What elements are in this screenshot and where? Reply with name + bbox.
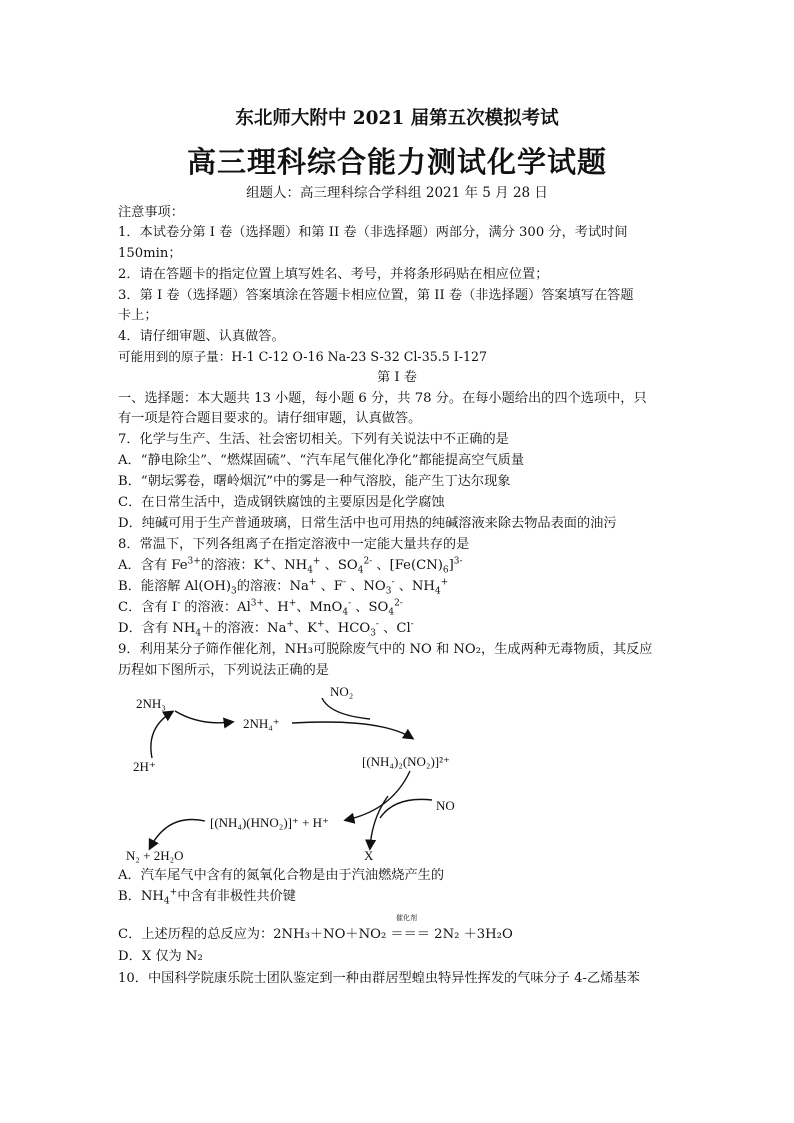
notice-item-1: 1．本试卷分第 I 卷（选择题）和第 II 卷（非选择题）两部分，满分 300 分，考试时间 [118,225,628,240]
q9-option-b: B．$NH_4^+$中含有非极性共价键 [118,887,296,907]
q7-option-d: D．纯碱可用于生产普通玻璃，日常生活中也可用热的纯碱溶液来除去物品表面的油污 [118,516,617,531]
reaction-mechanism-diagram [0,678,794,868]
q9-option-c: C．上述历程的总反应为：2NH₃＋NO＋NO₂ ＝＝＝ 2N₂ ＋3H₂O [118,927,513,942]
q8-option-c: C．含有 I- 的溶液：$Al^{3+}$、H+、MnO$_4$- 、$SO_4^{2-}$ [118,598,403,618]
author-line: 组题人：高三理科综合学科组 2021 年 5 月 28 日 [246,185,548,201]
complex1-label: [(NH₄)₂(NO₂)]²⁺ [362,754,450,769]
q9-option-d: D．X 仅为 N₂ [118,949,203,964]
products-label: N₂ + 2H₂O [126,848,184,863]
nh3-label: 2NH₃ [136,696,166,711]
arrow-h-to-nh3 [151,712,172,758]
q8-option-b: B．能溶解 $Al(OH)_3$的溶液：Na+ 、F- 、$NO_3^-$ 、$NH_4^+$ [118,577,449,597]
no2-label: NO₂ [330,684,354,699]
q9-stem-cont: 历程如下图所示，下列说法正确的是 [118,663,329,678]
q8-option-a: A．含有 $Fe^{3+}$的溶液：K+、$NH_4^+$ 、$SO_4^{2-}$ 、$[Fe(CN)_6]^{3-}$ [118,556,463,576]
x-label: X [364,848,374,863]
section-intro-cont: 有一项是符合题目要求的。请仔细审题，认真做答。 [118,411,422,426]
q7-option-b: B．“朝坛雾卷，曙岭烟沉”中的雾是一种气溶胶，能产生丁达尔现象 [118,474,511,489]
exam-title: 高三理科综合能力测试化学试题 [186,145,607,179]
notice-item-2: 2．请在答题卡的指定位置上填写姓名、考号，并将条形码贴在相应位置； [118,267,549,282]
q10-stem: 10．中国科学院康乐院士团队鉴定到一种由群居型蝗虫特异性挥发的气味分子 4-乙烯基苯 [118,971,640,986]
complex2-label: [(NH₄)(HNO₂)]⁺ + H⁺ [210,815,329,830]
arrow-nh4-to-complex1 [292,722,412,738]
notice-item-4: 4．请仔细审题、认真做答。 [118,329,285,344]
arrow-complex2-to-products [150,820,205,848]
volume-heading: 第 I 卷 [377,370,417,385]
q8-option-d: D．含有 $NH_4+$的溶液：Na+、K+、$HCO_3^-$ 、Cl- [118,619,414,639]
nh4-label: 2NH₄⁺ [243,716,280,731]
school-title: 东北师大附中 2021 届第五次模拟考试 [235,108,559,129]
notice-item-3: 3．第 I 卷（选择题）答案填涂在答题卡相应位置，第 II 卷（非选择题）答案填写在答题 [118,288,634,303]
arrow-to-x [370,796,388,848]
notice-item-1-cont: 150min； [118,246,182,261]
no-label: NO [436,798,455,813]
atomic-masses: 可能用到的原子量：H-1 C-12 O-16 Na-23 S-32 Cl-35.5 I-127 [118,349,488,364]
arrow-nh3-to-nh4 [175,711,232,723]
arrow-no2-in [322,698,370,719]
catalyst-label: 催化剂 [396,914,417,922]
q9-option-a: A．汽车尾气中含有的氮氧化合物是由于汽油燃烧产生的 [118,868,445,883]
section-intro: 一、选择题：本大题共 13 小题，每小题 6 分，共 78 分。在每小题给出的四个选项中，只 [118,391,647,406]
notice-item-3-cont: 卡上； [118,308,158,323]
notice-heading: 注意事项： [118,205,184,220]
arrow-no-in [380,799,432,818]
q7-option-a: A．“静电除尘”、“燃煤固硫”、“汽车尾气催化净化”都能提高空气质量 [118,453,525,468]
q8-stem: 8．常温下，下列各组离子在指定溶液中一定能大量共存的是 [118,537,470,552]
q7-option-c: C．在日常生活中，造成钢铁腐蚀的主要原因是化学腐蚀 [118,495,445,510]
q7-stem: 7．化学与生产、生活、社会密切相关。下列有关说法中不正确的是 [118,432,509,447]
h-plus-label: 2H⁺ [133,759,156,774]
q9-stem: 9．利用某分子筛作催化剂，NH₃可脱除废气中的 NO 和 NO₂，生成两种无毒物质，其反应 [118,642,653,657]
